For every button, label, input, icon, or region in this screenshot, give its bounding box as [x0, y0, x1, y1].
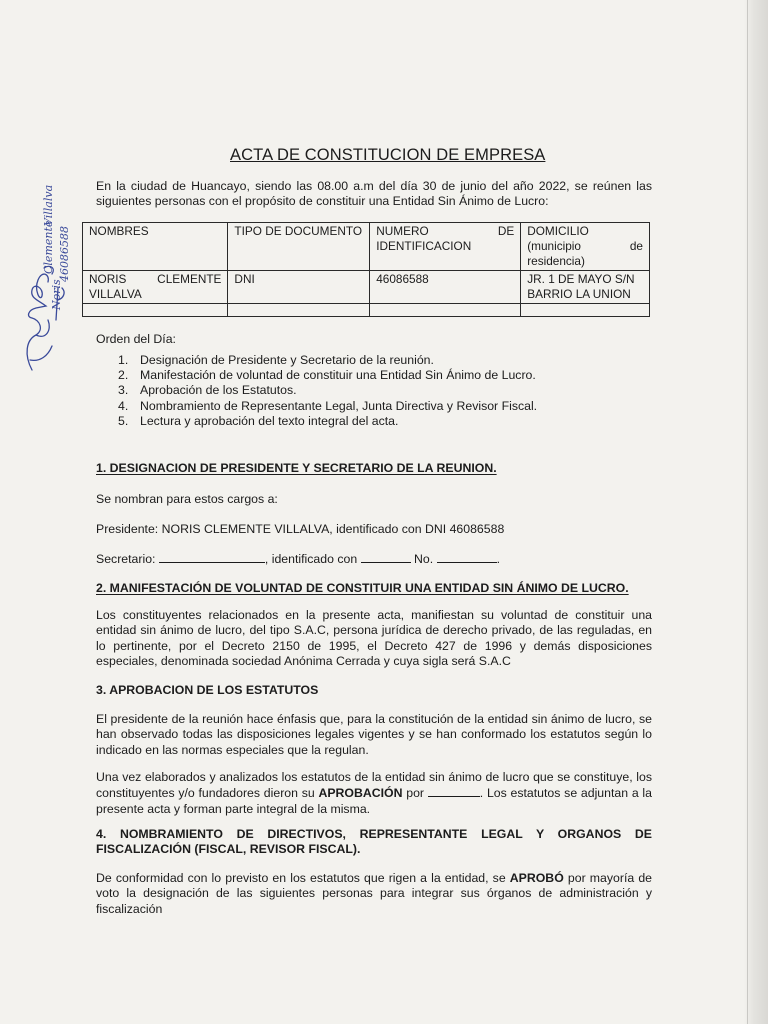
agenda-list — [118, 353, 537, 429]
header-domicilio-line3: residencia) — [527, 254, 585, 268]
header-numero-line2: IDENTIFICACION — [376, 239, 472, 253]
header-domicilio-line2: (municipio de — [527, 239, 643, 253]
header-tipo-documento: TIPO DE DOCUMENTO — [228, 223, 370, 271]
svg-text:Noris: Noris — [50, 279, 63, 310]
section1-heading: 1. DESIGNACION DE PRESIDENTE Y SECRETARIO DE LA REUNION. — [96, 461, 497, 475]
header-domicilio — [521, 223, 650, 271]
section1-secretario: Secretario: , identificado con No. . — [96, 552, 501, 566]
secretario-doc-blank — [361, 551, 411, 563]
table-row — [83, 271, 650, 304]
header-nombres: NOMBRES — [83, 223, 228, 271]
header-domicilio-line1: DOMICILIO — [527, 224, 589, 238]
section2-heading: 2. MANIFESTACIÓN DE VOLUNTAD DE CONSTITUIR UNA ENTIDAD SIN ÁNIMO DE LUCRO. — [96, 581, 629, 595]
header-numero-line1: NUMERO DE — [376, 224, 515, 238]
participants-table — [82, 222, 650, 317]
section4-body: De conformidad con lo previsto en los estatutos que rigen a la entidad, se APROBÓ por mayoría de voto la designación de las siguientes personas para integrar sus órganos de administración y fiscalización — [96, 871, 652, 916]
intro-paragraph — [96, 179, 652, 210]
section3-body1: El presidente de la reunión hace énfasis que, para la constitución de la entidad sin ánimo de lucro, se han observado todas las disposiciones legales vigentes y se han conformado los estatutos según lo indicado en las normas especiales que la regulan. — [96, 712, 652, 757]
cell-nombres: NORIS CLEMENTE VILLALVA — [83, 271, 228, 304]
section1-intro: Se nombran para estos cargos a: — [96, 492, 278, 506]
orden-del-dia-title: Orden del Día: — [96, 332, 176, 346]
aprobacion-blank — [428, 785, 480, 797]
header-numero-identificacion — [370, 223, 521, 271]
intro-text: En la ciudad de Huancayo, siendo las 08.00 a.m del día 30 de junio del año 2022, se reúnen las siguientes personas con el propósito de constituir una Entidad Sin Ánimo de Lucro: — [96, 179, 652, 209]
section2-body: Los constituyentes relacionados en la presente acta, manifiestan su voluntad de constituir una entidad sin ánimo de lucro, del tipo S.A.C, persona jurídica de derecho privado, de las reguladas, en lo pertinente, por el Decreto 2150 de 1995, el Decreto 427 de 1996 y demás disposiciones especiales, denominada sociedad Anónima Cerrada y cuya sigla será S.A.C — [96, 608, 652, 668]
margin-signature — [22, 170, 78, 380]
section3-body2: Una vez elaborados y analizados los estatutos de la entidad sin ánimo de lucro que se constituye, los constituyentes y/o fundadores dieron su APROBACIÓN por . Los estatutos se adjuntan a la presente acta y forman parte integral de la misma. — [96, 770, 652, 816]
secretario-number-blank — [437, 551, 497, 563]
svg-text:46086588: 46086588 — [58, 226, 71, 282]
cell-domicilio: JR. 1 DE MAYO S/N BARRIO LA UNION — [521, 271, 650, 304]
document-title: ACTA DE CONSTITUCION DE EMPRESA — [230, 146, 546, 164]
table-header-row — [83, 223, 650, 271]
list-item: 5. Lectura y aprobación del texto integral del acta. — [118, 413, 399, 428]
table-row-empty — [83, 304, 650, 317]
list-item: 4. Nombramiento de Representante Legal, Junta Directiva y Revisor Fiscal. — [118, 398, 538, 413]
page-edge-line — [747, 0, 748, 1024]
list-item: 1. Designación de Presidente y Secretario de la reunión. — [118, 353, 434, 367]
cell-tipo-documento: DNI — [228, 271, 370, 304]
svg-text:Clemente: Clemente — [42, 220, 55, 274]
section1-presidente: Presidente: NORIS CLEMENTE VILLALVA, identificado con DNI 46086588 — [96, 522, 505, 536]
cell-numero: 46086588 — [370, 271, 521, 304]
svg-text:Villalva: Villalva — [42, 184, 55, 226]
list-item: 2. Manifestación de voluntad de constituir una Entidad Sin Ánimo de Lucro. — [118, 368, 536, 383]
section3-heading: 3. APROBACION DE LOS ESTATUTOS — [96, 683, 319, 697]
secretario-name-blank — [159, 551, 265, 563]
section4-heading: 4. NOMBRAMIENTO DE DIRECTIVOS, REPRESENTANTE LEGAL Y ORGANOS DE FISCALIZACIÓN (FISCAL, REVISOR FISCAL). — [96, 827, 652, 857]
list-item: 3. Aprobación de los Estatutos. — [118, 383, 297, 398]
